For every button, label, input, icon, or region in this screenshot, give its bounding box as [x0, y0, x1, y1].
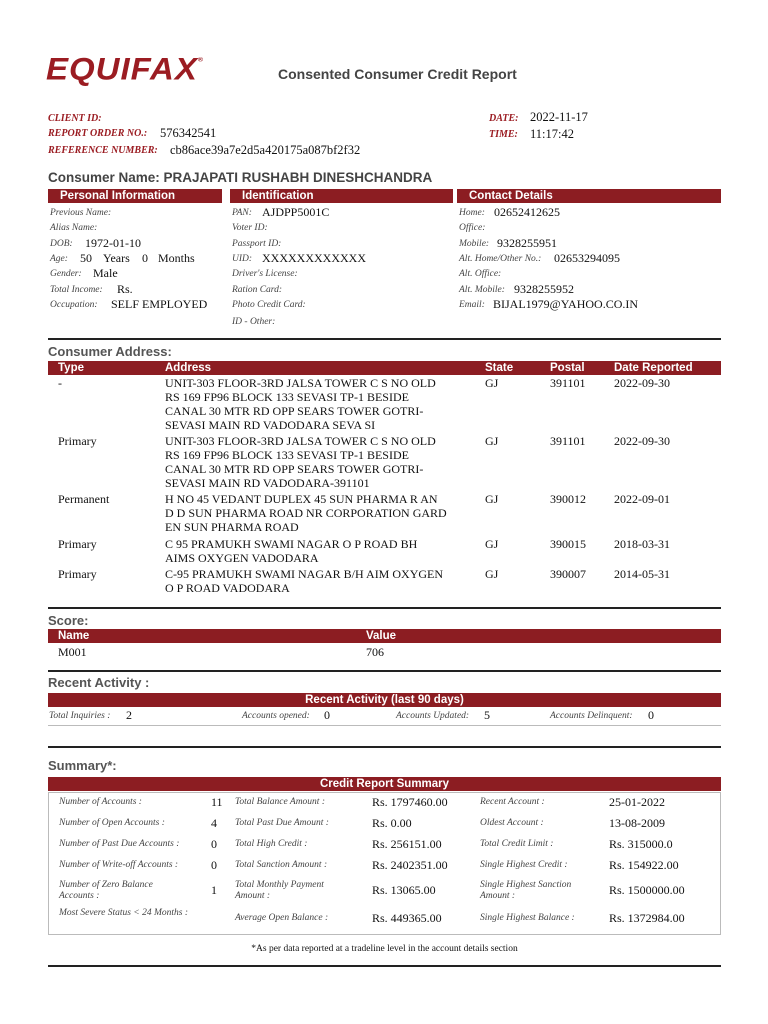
alt-home-value: 02653294095 — [554, 251, 620, 265]
summary-label: Single Highest Credit : — [480, 860, 568, 870]
report-title: Consented Consumer Credit Report — [278, 66, 517, 82]
summary-value: Rs. 1500000.00 — [609, 883, 685, 897]
address-postal: 390012 — [550, 492, 586, 506]
order-no-label: REPORT ORDER NO.: — [48, 128, 148, 139]
score-table-header — [48, 629, 721, 643]
accounts-opened-label: Accounts opened: — [242, 711, 310, 721]
summary-value: 25-01-2022 — [609, 795, 665, 809]
address-postal: 391101 — [550, 434, 586, 448]
summary-value: Rs. 154922.00 — [609, 858, 679, 872]
dob-value: 1972-01-10 — [85, 236, 141, 250]
pan-label: PAN: — [232, 208, 252, 218]
reference-label: REFERENCE NUMBER: — [48, 145, 158, 156]
summary-value: 4 — [211, 816, 217, 830]
uid-value: XXXXXXXXXXXX — [262, 251, 366, 265]
address-type: Primary — [58, 434, 97, 448]
alt-office-label: Alt. Office: — [459, 269, 502, 279]
summary-label: Number of Accounts : — [59, 797, 142, 807]
address-date: 2022-09-30 — [614, 434, 670, 448]
summary-label: Total High Credit : — [235, 839, 308, 849]
mobile-value: 9328255951 — [497, 236, 557, 250]
divider — [48, 725, 721, 726]
gender-value: Male — [93, 266, 118, 280]
age-months-word: Months — [158, 251, 195, 265]
divider — [48, 670, 721, 672]
summary-value: Rs. 0.00 — [372, 816, 412, 830]
summary-title: Summary*: — [48, 758, 117, 773]
time-label: TIME: — [489, 129, 518, 140]
summary-value: Rs. 256151.00 — [372, 837, 442, 851]
summary-label: Total Sanction Amount : — [235, 860, 328, 870]
personal-info-header: Personal Information — [48, 189, 222, 203]
score-col-value: Value — [366, 630, 397, 642]
reference-value: cb86ace39a7e2d5a420175a087bf2f32 — [170, 143, 361, 157]
home-phone-value: 02652412625 — [494, 205, 560, 219]
summary-value: 11 — [211, 795, 223, 809]
summary-label: Total Monthly Payment Amount : — [235, 880, 324, 901]
address-date: 2018-03-31 — [614, 537, 670, 551]
date-value: 2022-11-17 — [530, 110, 588, 124]
address-state: GJ — [485, 376, 499, 390]
recent-activity-header: Recent Activity (last 90 days) — [48, 693, 721, 707]
passport-id-label: Passport ID: — [232, 239, 282, 249]
equifax-logo: EQUIFAX® — [46, 50, 205, 87]
divider — [48, 338, 721, 340]
order-no-value: 576342541 — [160, 126, 217, 140]
divider — [48, 746, 721, 748]
address-section-title: Consumer Address: — [48, 344, 172, 359]
address-postal: 390007 — [550, 567, 586, 581]
summary-value: Rs. 449365.00 — [372, 911, 442, 925]
address-text: H NO 45 VEDANT DUPLEX 45 SUN PHARMA R AN D D SUN PHARMA ROAD NR CORPORATION GARD EN SUN PHARMA ROAD — [165, 492, 447, 534]
summary-label: Most Severe Status < 24 Months : — [59, 908, 189, 918]
alt-mobile-label: Alt. Mobile: — [459, 285, 505, 295]
address-postal: 390015 — [550, 537, 586, 551]
summary-label: Number of Zero Balance Accounts : — [59, 880, 153, 901]
occupation-value: SELF EMPLOYED — [111, 297, 208, 311]
summary-value: Rs. 2402351.00 — [372, 858, 448, 872]
address-col-date: Date Reported — [614, 362, 693, 374]
summary-value: Rs. 315000.0 — [609, 837, 673, 851]
address-state: GJ — [485, 434, 499, 448]
voter-id-label: Voter ID: — [232, 223, 268, 233]
id-other-label: ID - Other: — [232, 317, 276, 327]
address-text: UNIT-303 FLOOR-3RD JALSA TOWER C S NO OLD RS 169 FP96 BLOCK 133 SEVASI TP-1 BESIDE CANAL 30 MTR RD OPP SEARS TOWER GOTRI- SEVASI MAIN RD VADODARA-391101 — [165, 434, 436, 490]
address-text: C-95 PRAMUKH SWAMI NAGAR B/H AIM OXYGEN O P ROAD VADODARA — [165, 567, 444, 595]
total-income-value: Rs. — [117, 282, 133, 296]
consumer-name: Consumer Name: PRAJAPATI RUSHABH DINESHCHANDRA — [48, 170, 433, 185]
gender-label: Gender: — [50, 269, 82, 279]
age-label: Age: — [50, 254, 68, 264]
accounts-updated-value: 5 — [484, 708, 490, 722]
recent-activity-title: Recent Activity : — [48, 675, 150, 690]
summary-label: Recent Account : — [480, 797, 545, 807]
address-type: - — [58, 376, 62, 390]
address-type: Permanent — [58, 492, 110, 506]
previous-name-label: Previous Name: — [50, 208, 112, 218]
summary-value: 1 — [211, 883, 217, 897]
age-months: 0 — [142, 251, 148, 265]
summary-label: Total Past Due Amount : — [235, 818, 329, 828]
ration-card-label: Ration Card: — [232, 285, 283, 295]
summary-value: 13-08-2009 — [609, 816, 665, 830]
summary-label: Single Highest Balance : — [480, 913, 575, 923]
address-col-type: Type — [58, 362, 84, 374]
score-col-name: Name — [58, 630, 90, 642]
address-state: GJ — [485, 537, 499, 551]
office-phone-label: Office: — [459, 223, 486, 233]
address-state: GJ — [485, 492, 499, 506]
email-value: BIJAL1979@YAHOO.CO.IN — [493, 297, 639, 311]
accounts-delinquent-label: Accounts Delinquent: — [550, 711, 633, 721]
identification-header: Identification — [230, 189, 453, 203]
uid-label: UID: — [232, 254, 253, 264]
address-state: GJ — [485, 567, 499, 581]
mobile-label: Mobile: — [459, 239, 490, 249]
occupation-label: Occupation: — [50, 300, 98, 310]
address-col-state: State — [485, 362, 514, 374]
score-section-title: Score: — [48, 613, 89, 628]
address-text: UNIT-303 FLOOR-3RD JALSA TOWER C S NO OLD RS 169 FP96 BLOCK 133 SEVASI TP-1 BESIDE CANAL 30 MTR RD OPP SEARS TOWER GOTRI- SEVASI MAIN RD VADODARA SEVA SI — [165, 376, 436, 432]
email-label: Email: — [459, 300, 485, 310]
total-inquiries-label: Total Inquiries : — [49, 711, 111, 721]
total-inquiries-value: 2 — [126, 708, 132, 722]
summary-value: Rs. 1797460.00 — [372, 795, 448, 809]
total-income-label: Total Income: — [50, 285, 103, 295]
alt-mobile-value: 9328255952 — [514, 282, 574, 296]
contact-details-header: Contact Details — [457, 189, 721, 203]
address-date: 2014-05-31 — [614, 567, 670, 581]
summary-footnote: *As per data reported at a tradeline level in the account details section — [251, 944, 518, 954]
age-years-word: Years — [103, 251, 130, 265]
address-text: C 95 PRAMUKH SWAMI NAGAR O P ROAD BH AIMS OXYGEN VADODARA — [165, 537, 418, 565]
accounts-opened-value: 0 — [324, 708, 330, 722]
accounts-delinquent-value: 0 — [648, 708, 654, 722]
summary-label: Number of Open Accounts : — [59, 818, 165, 828]
address-table-header — [48, 361, 721, 375]
divider — [48, 607, 721, 609]
address-type: Primary — [58, 567, 97, 581]
age-years: 50 — [80, 251, 92, 265]
summary-label: Average Open Balance : — [235, 913, 329, 923]
credit-report-summary-header: Credit Report Summary — [48, 777, 721, 791]
alt-home-label: Alt. Home/Other No.: — [459, 254, 542, 264]
summary-label: Oldest Account : — [480, 818, 544, 828]
divider — [48, 965, 721, 967]
summary-label: Total Balance Amount : — [235, 797, 325, 807]
address-date: 2022-09-30 — [614, 376, 670, 390]
summary-label: Single Highest Sanction Amount : — [480, 880, 572, 901]
summary-label: Number of Past Due Accounts : — [59, 839, 180, 849]
time-value: 11:17:42 — [530, 127, 574, 141]
summary-value: 0 — [211, 837, 217, 851]
home-phone-label: Home: — [459, 208, 485, 218]
summary-value: 0 — [211, 858, 217, 872]
summary-value: Rs. 1372984.00 — [609, 911, 685, 925]
dob-label: DOB: — [50, 239, 73, 249]
address-type: Primary — [58, 537, 97, 551]
summary-label: Total Credit Limit : — [480, 839, 554, 849]
address-date: 2022-09-01 — [614, 492, 670, 506]
accounts-updated-label: Accounts Updated: — [396, 711, 470, 721]
pan-value: AJDPP5001C — [262, 205, 330, 219]
photo-credit-card-label: Photo Credit Card: — [232, 300, 306, 310]
alias-name-label: Alias Name: — [50, 223, 98, 233]
drivers-license-label: Driver's License: — [232, 269, 298, 279]
client-id-label: CLIENT ID: — [48, 113, 102, 124]
score-name: M001 — [58, 645, 87, 659]
summary-value: Rs. 13065.00 — [372, 883, 436, 897]
score-value: 706 — [366, 645, 384, 659]
address-postal: 391101 — [550, 376, 586, 390]
date-label: DATE: — [489, 113, 519, 124]
address-col-postal: Postal — [550, 362, 585, 374]
summary-label: Number of Write-off Accounts : — [59, 860, 179, 870]
address-col-address: Address — [165, 362, 212, 374]
